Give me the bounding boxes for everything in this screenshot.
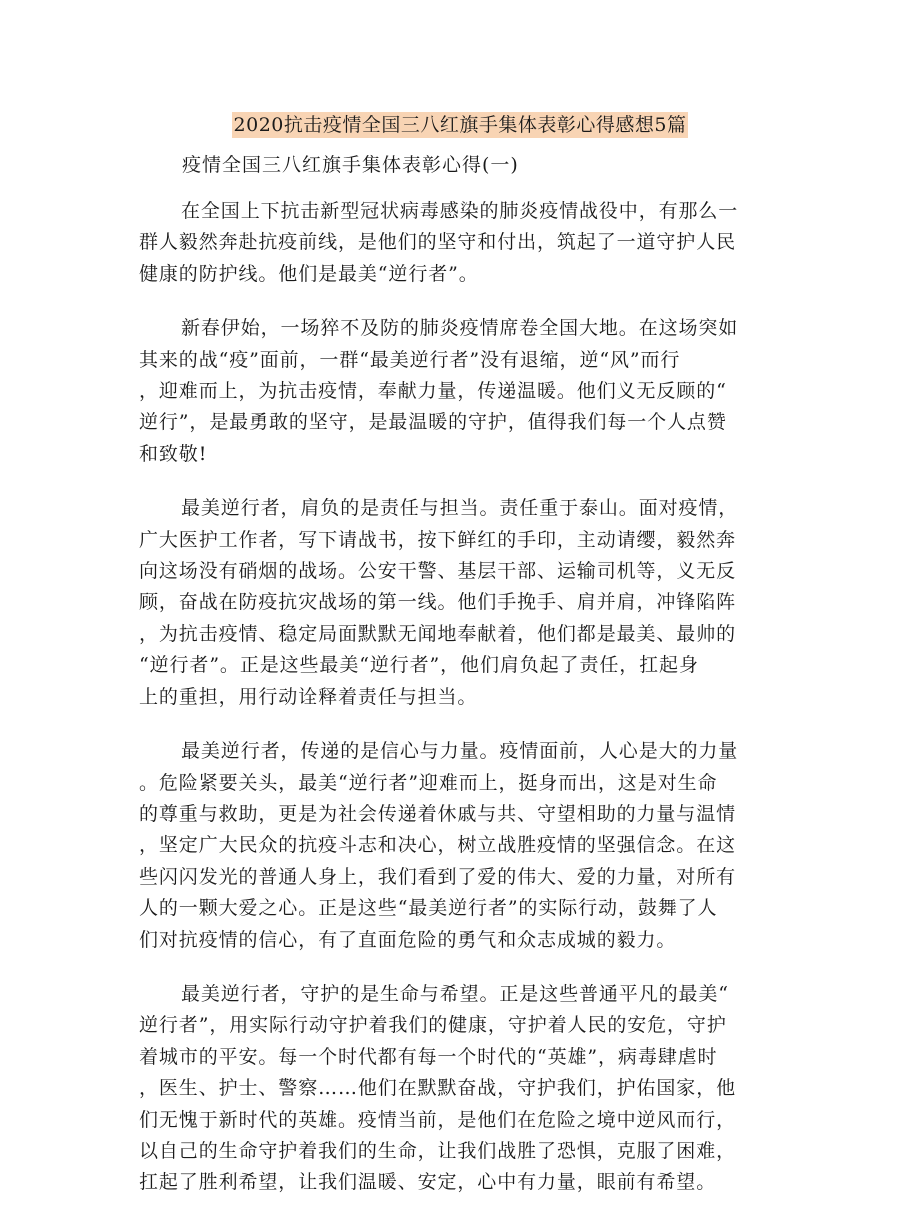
paragraph-line: 最美逆行者，守护的是生命与希望。正是这些普通平凡的最美“ xyxy=(181,982,729,1005)
paragraph-line: 最美逆行者，传递的是信心与力量。疫情面前，人心是大的力量 xyxy=(181,740,739,763)
paragraph-line: ，医生、护士、警察……他们在默默奋战，守护我们，护佑国家，他 xyxy=(139,1077,737,1100)
paragraph-line: 们对抗疫情的信心，有了直面危险的勇气和众志成城的毅力。 xyxy=(139,928,677,951)
document-title-highlight: 2020抗击疫情全国三八红旗手集体表彰心得感想5篇 xyxy=(233,114,687,136)
paragraph-line: 最美逆行者，肩负的是责任与担当。责任重于泰山。面对疫情， xyxy=(181,497,739,520)
paragraph-1 xyxy=(139,196,775,290)
paragraph-line: 。危险紧要关头，最美“逆行者”迎难而上，挺身而出，这是对生命 xyxy=(139,771,718,794)
paragraph-line: 广大医护工作者，写下请战书，按下鲜红的手印，主动请缨，毅然奔 xyxy=(139,528,737,551)
paragraph-3 xyxy=(139,493,775,713)
paragraph-line: 和致敬! xyxy=(139,442,208,465)
paragraph-line: 群人毅然奔赴抗疫前线，是他们的坚守和付出，筑起了一道守护人民 xyxy=(139,231,737,254)
document-body xyxy=(139,196,775,1222)
paragraph-line: 们无愧于新时代的英雄。疫情当前，是他们在危险之境中逆风而行， xyxy=(139,1108,737,1131)
paragraph-line: ，坚定广大民众的抗疫斗志和决心，树立战胜疫情的坚强信念。在这 xyxy=(139,834,737,857)
paragraph-line: 逆行者”，用实际行动守护着我们的健康，守护着人民的安危，守护 xyxy=(139,1014,727,1037)
paragraph-5 xyxy=(139,979,775,1199)
paragraph-line: “逆行者”。正是这些最美“逆行者”，他们肩负起了责任，扛起身 xyxy=(139,654,699,677)
paragraph-line: 健康的防护线。他们是最美“逆行者”。 xyxy=(139,262,479,285)
paragraph-line: 向这场没有硝烟的战场。公安干警、基层干部、运输司机等，义无反 xyxy=(139,560,737,583)
paragraph-line: 顾，奋战在防疫抗灾战场的第一线。他们手挽手、肩并肩，冲锋陷阵 xyxy=(139,591,737,614)
paragraph-4 xyxy=(139,736,775,956)
paragraph-line: 逆行”，是最勇敢的坚守，是最温暖的守护，值得我们每一个人点赞 xyxy=(139,411,727,434)
paragraph-line: 的尊重与救助，更是为社会传递着休戚与共、守望相助的力量与温情 xyxy=(139,802,737,825)
paragraph-line: 些闪闪发光的普通人身上，我们看到了爱的伟大、爱的力量，对所有 xyxy=(139,865,737,888)
paragraph-2 xyxy=(139,313,775,470)
paragraph-line: 其来的战“疫”面前，一群“最美逆行者”没有退缩，逆“风”而行 xyxy=(139,348,681,371)
section-subtitle: 疫情全国三八红旗手集体表彰心得(一) xyxy=(182,154,519,176)
paragraph-line: ，为抗击疫情、稳定局面默默无闻地奉献着，他们都是最美、最帅的 xyxy=(139,622,737,645)
paragraph-line: 以自己的生命守护着我们的生命，让我们战胜了恐惧，克服了困难， xyxy=(139,1139,737,1162)
paragraph-line: 在全国上下抗击新型冠状病毒感染的肺炎疫情战役中，有那么一 xyxy=(181,200,739,222)
paragraph-line: 人的一颗大爱之心。正是这些“最美逆行者”的实际行动，鼓舞了人 xyxy=(139,897,718,920)
paragraph-line: 新春伊始，一场猝不及防的肺炎疫情席卷全国大地。在这场突如 xyxy=(181,317,739,340)
paragraph-line: 上的重担，用行动诠释着责任与担当。 xyxy=(139,685,478,708)
document-title xyxy=(0,112,920,138)
paragraph-line: 着城市的平安。每一个时代都有每一个时代的“英雄”，病毒肆虐时 xyxy=(139,1045,718,1068)
paragraph-line: ，迎难而上，为抗击疫情，奉献力量，传递温暖。他们义无反顾的“ xyxy=(139,380,727,403)
paragraph-line: 扛起了胜利希望，让我们温暖、安定，心中有力量，眼前有希望。 xyxy=(139,1171,717,1194)
